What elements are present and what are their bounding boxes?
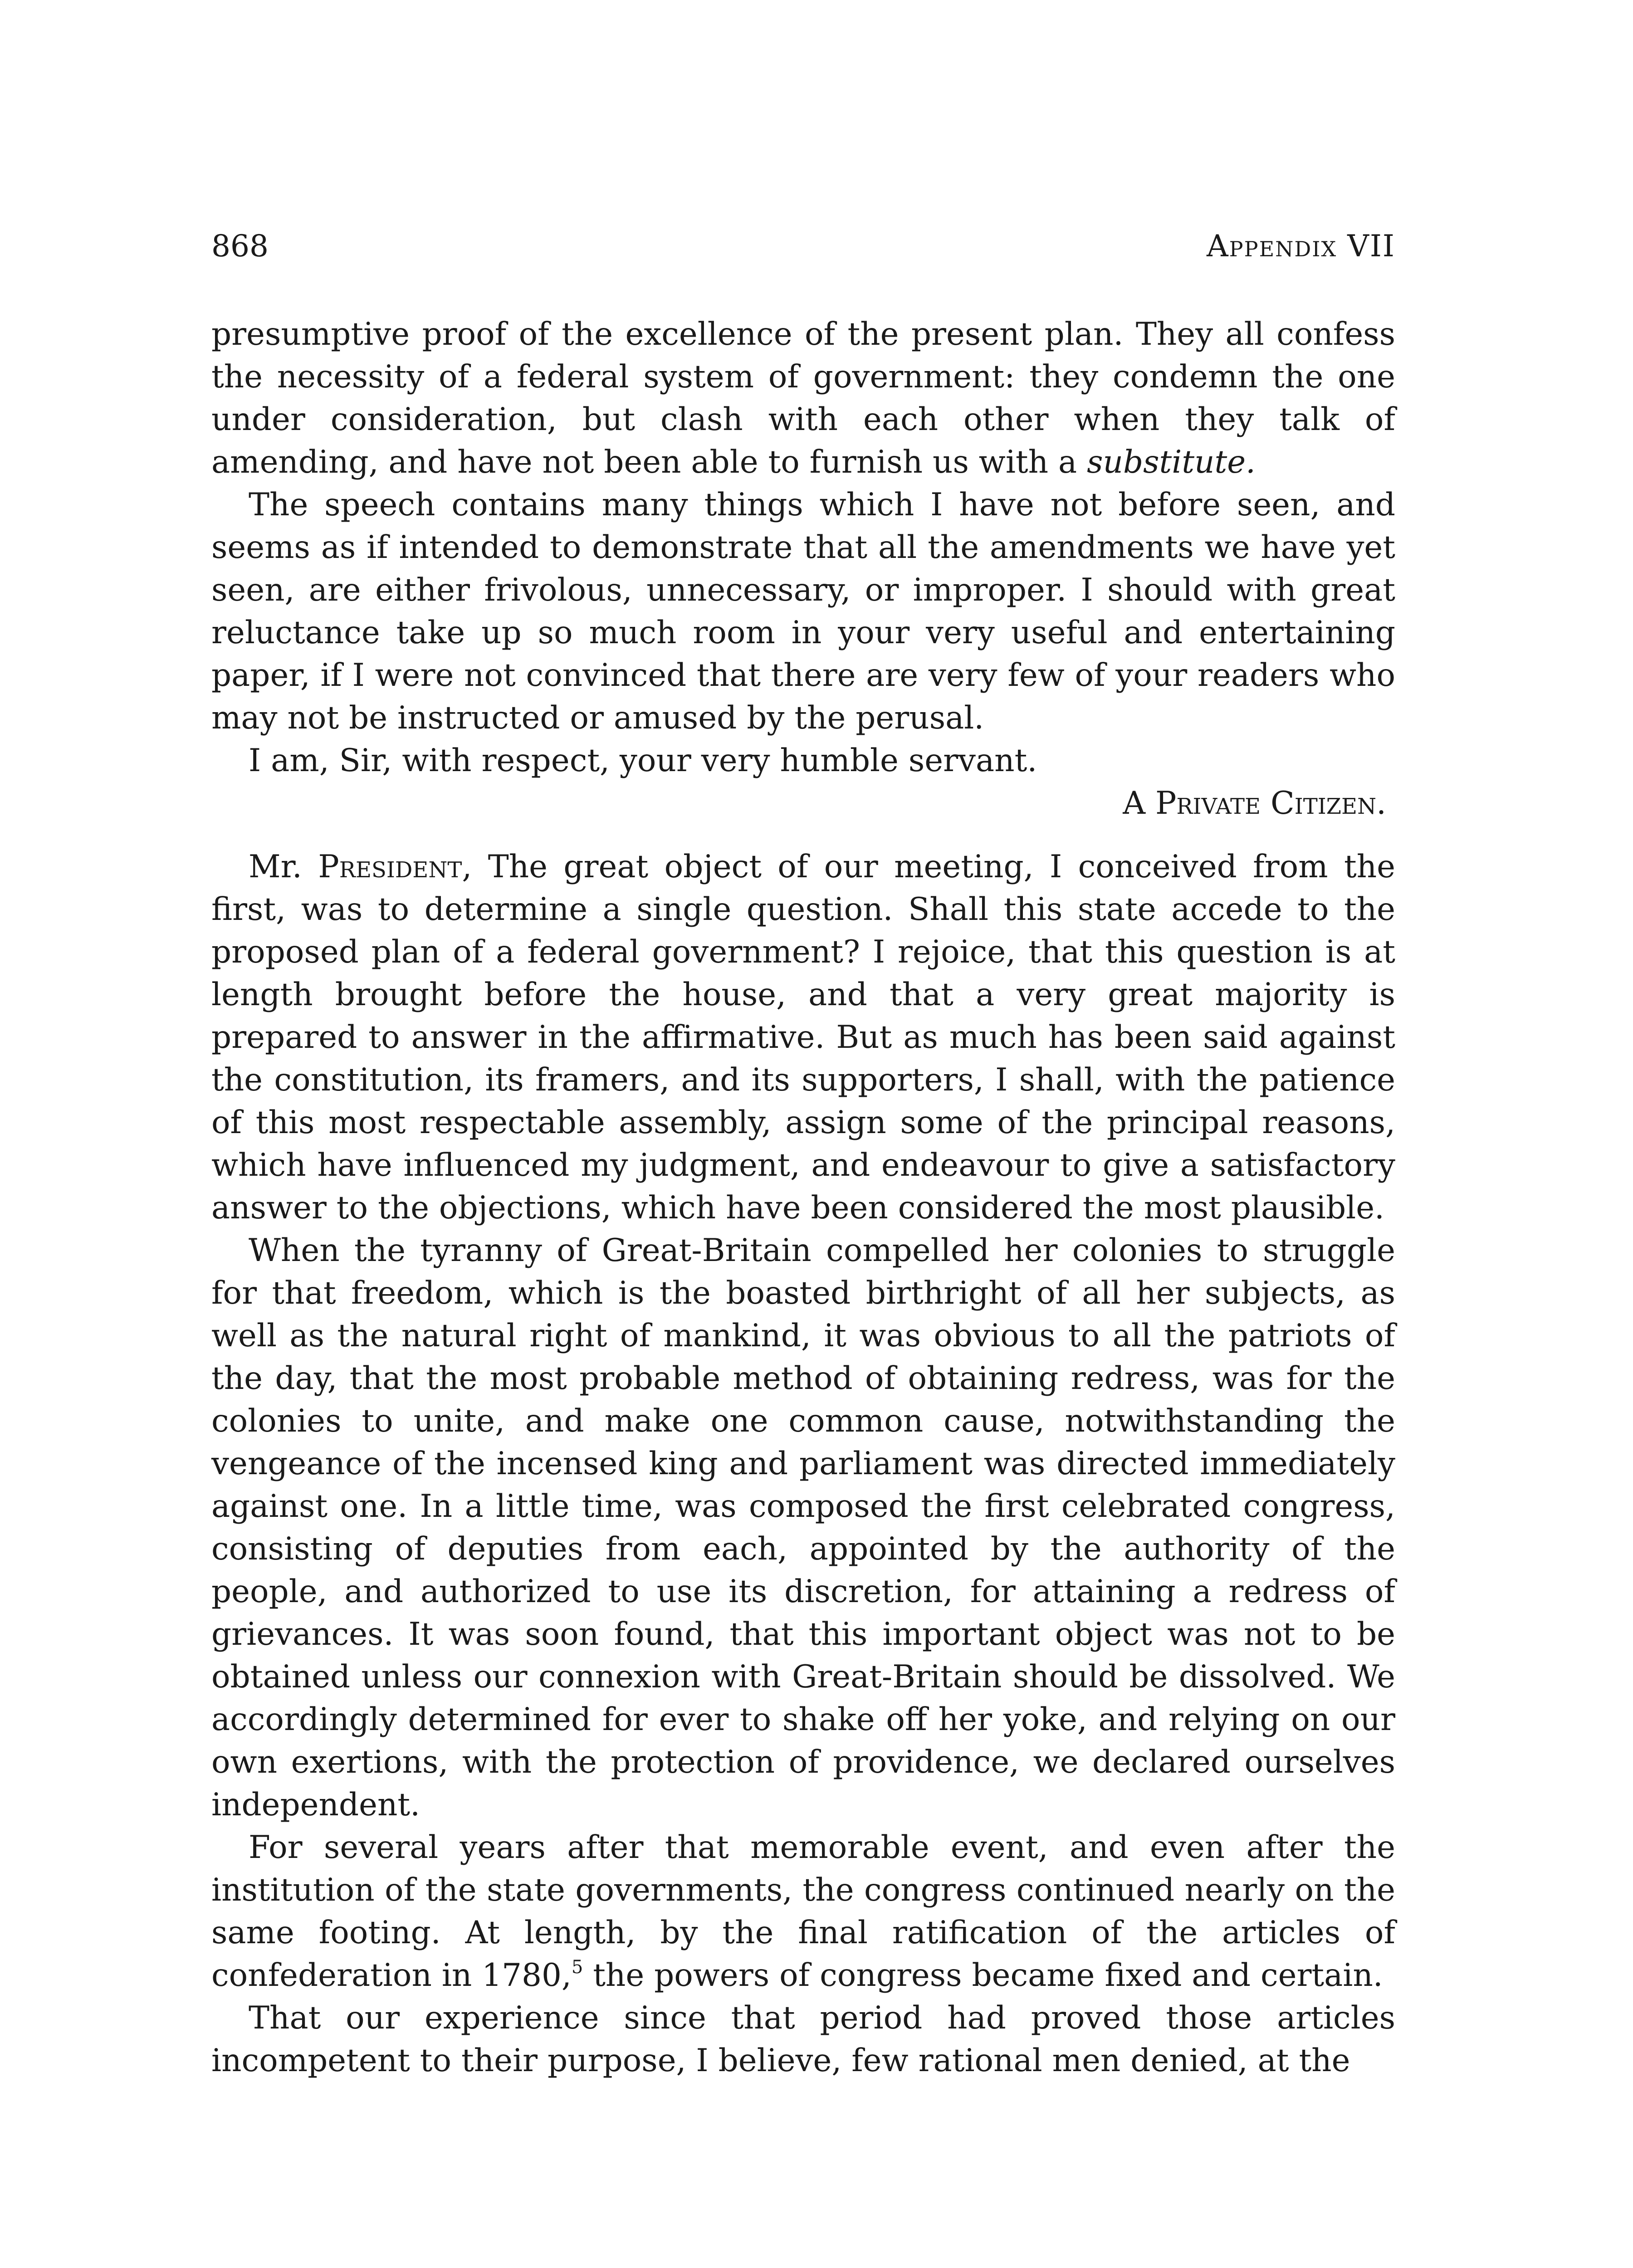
signature: A Private Citizen. [1123, 785, 1386, 821]
speech-addressee: President [318, 849, 462, 885]
paragraph-confederation [211, 1826, 1395, 1997]
paragraph-1-text: presumptive proof of the excellence of the present plan. They all confess the necessity of a federal system of government: they condemn the one under consideration, but clash with each other when they talk of amending, and have not been able to furnish us with a [211, 316, 1395, 480]
page-number: 868 [211, 229, 269, 264]
paragraph-2: The speech contains many things which I have not before seen, and seems as if intended to demonstrate that all the amendments we have yet seen, are either frivolous, unnecessary, or improper. I should with great reluctance take up so much room in your very useful and entertaining paper, if I were not convinced that there are very few of your readers who may not be instructed or amused by the perusal. [211, 487, 1395, 736]
paragraph-speech-opening [211, 846, 1395, 1229]
footnote-marker: 5 [571, 1957, 583, 1978]
running-head [211, 218, 1395, 268]
italic-word-substitute: substitute. [1087, 444, 1256, 480]
speech-prefix: Mr. [249, 849, 318, 885]
body-text [211, 313, 1395, 2082]
paragraph-1 [211, 313, 1395, 484]
closing-salutation: I am, Sir, with respect, your very humble servant. [249, 743, 1037, 779]
confederation-text-after: the powers of congress became fixed and certain. [583, 1957, 1383, 1994]
document-page [211, 218, 1395, 2082]
paragraph-experience: That our experience since that period had proved those articles incompetent to their purpose, I believe, few rational men denied, at the [211, 2000, 1395, 2079]
speech-opening-text: , The great object of our meeting, I conceived from the first, was to determine a single question. Shall this state accede to the proposed plan of a federal government? I rejoice, that this question is at length brought before the house, and that a very great majority is prepared to answer in the affirmative. But as much has been said against the constitution, its framers, and its supporters, I shall, with the patience of this most respectable assembly, assign some of the principal reasons, which have influenced my judgment, and endeavour to give a satisfactory answer to the objections, which have been considered the most plausible. [211, 849, 1395, 1226]
section-title: Appendix VII [1207, 229, 1395, 264]
confederation-text-before: For several years after that memorable event, and even after the institution of the state governments, the congress continued nearly on the same footing. At length, by the final ratification of the articles of confederation in 1780, [211, 1829, 1395, 1994]
paragraph-tyranny: When the tyranny of Great-Britain compelled her colonies to struggle for that freedom, which is the boasted birthright of all her subjects, as well as the natural right of mankind, it was obvious to all the patriots of the day, that the most probable method of obtaining redress, was for the colonies to unite, and make one common cause, notwithstanding the vengeance of the incensed king and parliament was directed immediately against one. In a little time, was composed the first celebrated congress, consisting of deputies from each, appointed by the authority of the people, and authorized to use its discretion, for attaining a redress of grievances. It was soon found, that this important object was not to be obtained unless our connexion with Great-Britain should be dissolved. We accordingly determined for ever to shake off her yoke, and relying on our own exertions, with the protection of providence, we declared ourselves independent. [211, 1232, 1395, 1823]
